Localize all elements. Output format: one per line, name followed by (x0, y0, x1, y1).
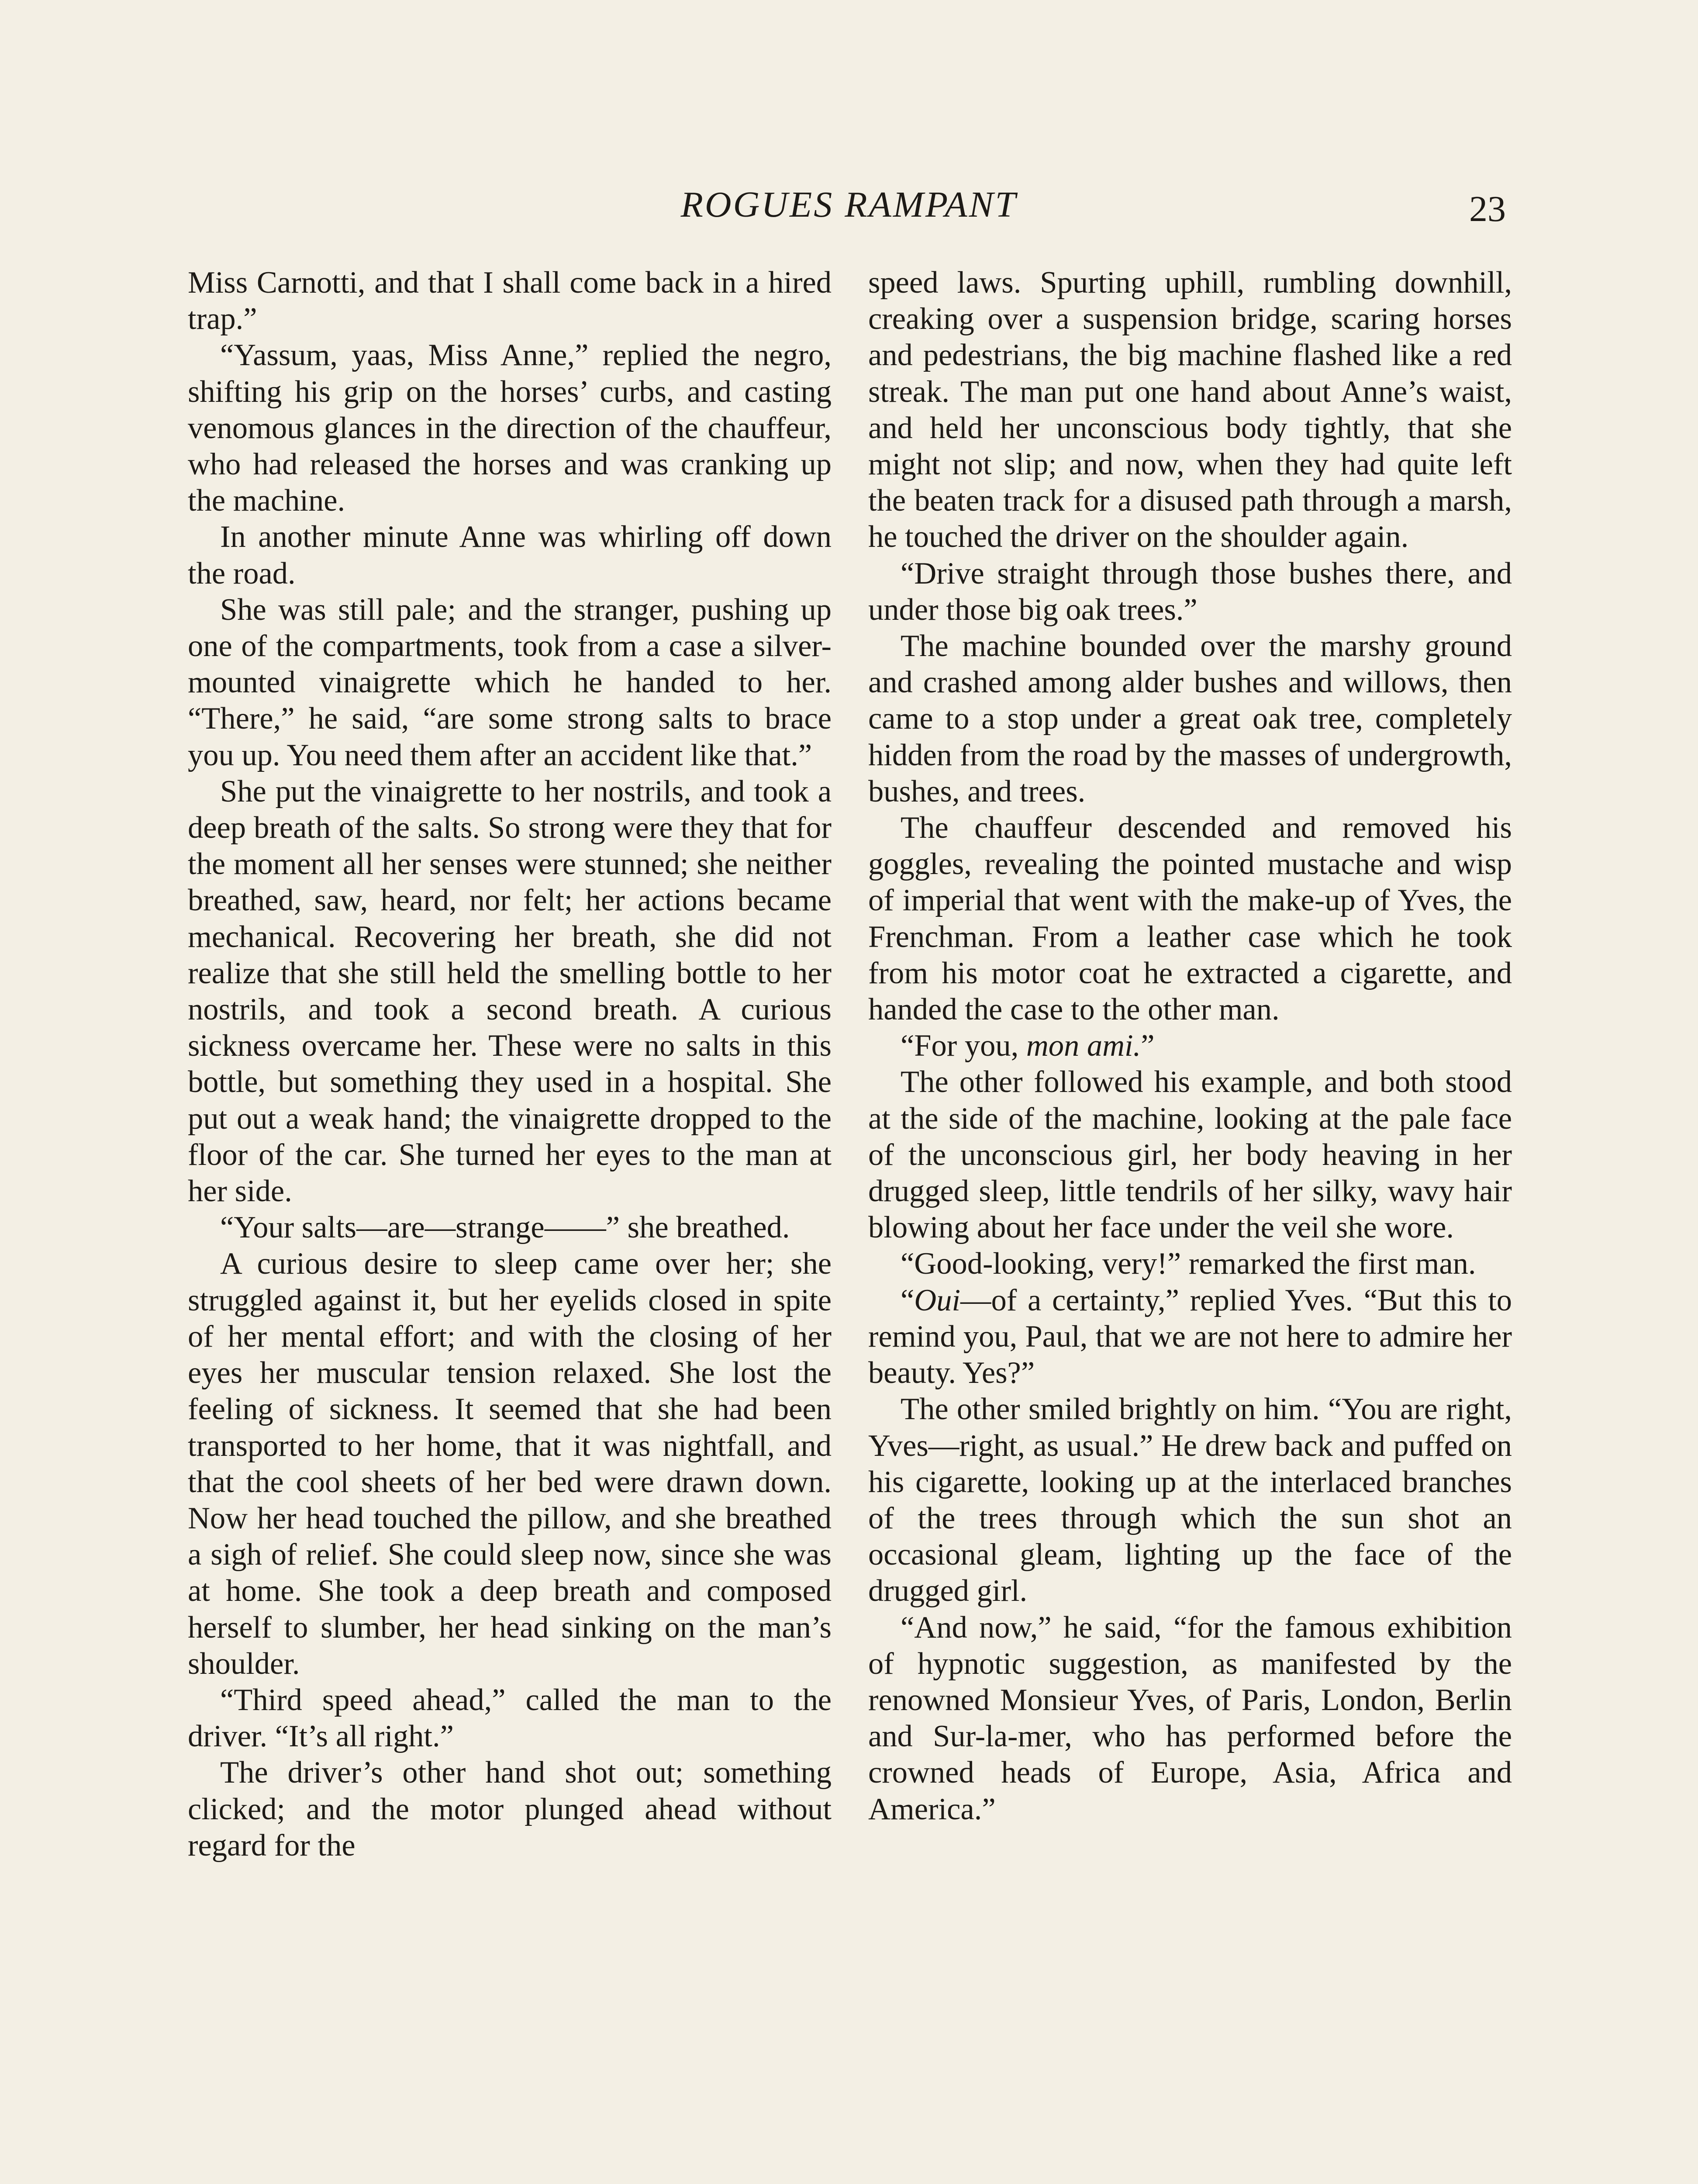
italic-phrase: Oui (914, 1283, 961, 1317)
italic-phrase: mon ami. (1026, 1029, 1141, 1063)
paragraph: In another minute Anne was whirling off down the road. (188, 520, 832, 591)
dialogue-text: “ (901, 1283, 915, 1317)
paragraph: A curious desire to sleep came over her; she struggled against it, but her eyelids closed in spite of her mental effort; and with the closing of her eyes her muscular tension relaxed. She lost the feeling of sickness. It seemed that she had been transported to her home, that it was nightfall, and that the cool sheets of her bed were drawn down. Now her head touched the pillow, and she breathed a sigh of relief. She could sleep now, since she was at home. She took a deep breath and composed herself to slumber, her head sinking on the man’s shoulder. (188, 1247, 832, 1681)
paragraph (868, 1028, 1512, 1064)
paragraph: speed laws. Spurting uphill, rumbling downhill, creaking over a suspension bridge, scaring horses and pedestrians, the big machine flashed like a red streak. The man put one hand about Anne’s waist, and held her unconscious body tightly, that she might not slip; and now, when they had quite left the beaten track for a disused path through a marsh, he touched the driver on the shoulder again. (868, 266, 1512, 554)
paragraph: “Third speed ahead,” called the man to the driver. “It’s all right.” (188, 1683, 832, 1754)
paragraph: “Yassum, yaas, Miss Anne,” replied the negro, shifting his grip on the horses’ curbs, and casting venomous glances in the direction of the chauffeur, who had released the horses and was cranking up the machine. (188, 338, 832, 518)
paragraph: She put the vinaigrette to her nostrils, and took a deep breath of the salts. So strong were they that for the moment all her senses were stunned; she neither breathed, saw, heard, nor felt; her actions became mechanical. Recovering her breath, she did not realize that she still held the smelling bottle to her nostrils, and took a second breath. A curious sickness overcame her. These were no salts in this bottle, but something they used in a hospital. She put out a weak hand; the vinaigrette dropped to the floor of the car. She turned her eyes to the man at her side. (188, 774, 832, 1209)
paragraph: The other followed his example, and both stood at the side of the machine, looking at the pale face of the unconscious girl, her body heaving in her drugged sleep, little tendrils of her silky, wavy hair blowing about her face under the veil she wore. (868, 1065, 1512, 1245)
paragraph: Miss Carnotti, and that I shall come back in a hired trap.” (188, 266, 832, 336)
paragraph: She was still pale; and the stranger, pushing up one of the compartments, took from a case a silver-mounted vinaigrette which he handed to her. “There,” he said, “are some strong salts to brace you up. You need them after an accident like that.” (188, 592, 832, 772)
page-number: 23 (1469, 189, 1506, 229)
paragraph: “And now,” he said, “for the famous exhibition of hypnotic suggestion, as manifested by the renowned Monsieur Yves, of Paris, London, Berlin and Sur-la-mer, who has performed before the crowned heads of Europe, Asia, Africa and America.” (868, 1610, 1512, 1826)
dialogue-text: “For you, (901, 1029, 1026, 1063)
paragraph: The chauffeur descended and removed his goggles, revealing the pointed mustache and wisp of imperial that went with the make-up of Yves, the Frenchman. From a leather case which he took from his motor coat he extracted a cigarette, and handed the case to the other man. (868, 811, 1512, 1027)
paragraph (868, 1282, 1512, 1392)
dialogue-text: ” (1141, 1029, 1155, 1063)
paragraph: “Your salts—are—strange——” she breathed. (220, 1210, 790, 1245)
paragraph: The driver’s other hand shot out; something clicked; and the motor plunged ahead without regard for the (188, 1755, 832, 1863)
paragraph: The other smiled brightly on him. “You are right, Yves—right, as usual.” He drew back and puffed on his cigarette, looking up at the interlaced branches of the trees through which the sun shot an occasional gleam, lighting up the face of the drugged girl. (868, 1392, 1512, 1608)
dialogue-text: —of a certainty,” replied Yves. “But this to remind you, Paul, that we are not here to admire her beauty. Yes?” (868, 1283, 1512, 1390)
paragraph: The machine bounded over the marshy ground and crashed among alder bushes and willows, then came to a stop under a great oak tree, completely hidden from the road by the masses of undergrowth, bushes, and trees. (868, 629, 1512, 809)
running-title: ROGUES RAMPANT (680, 184, 1018, 225)
paragraph: “Drive straight through those bushes there, and under those big oak trees.” (868, 556, 1512, 627)
left-column (188, 265, 832, 2184)
paragraph: “Good-looking, very!” remarked the first man. (901, 1247, 1476, 1281)
right-column (868, 265, 1512, 2184)
